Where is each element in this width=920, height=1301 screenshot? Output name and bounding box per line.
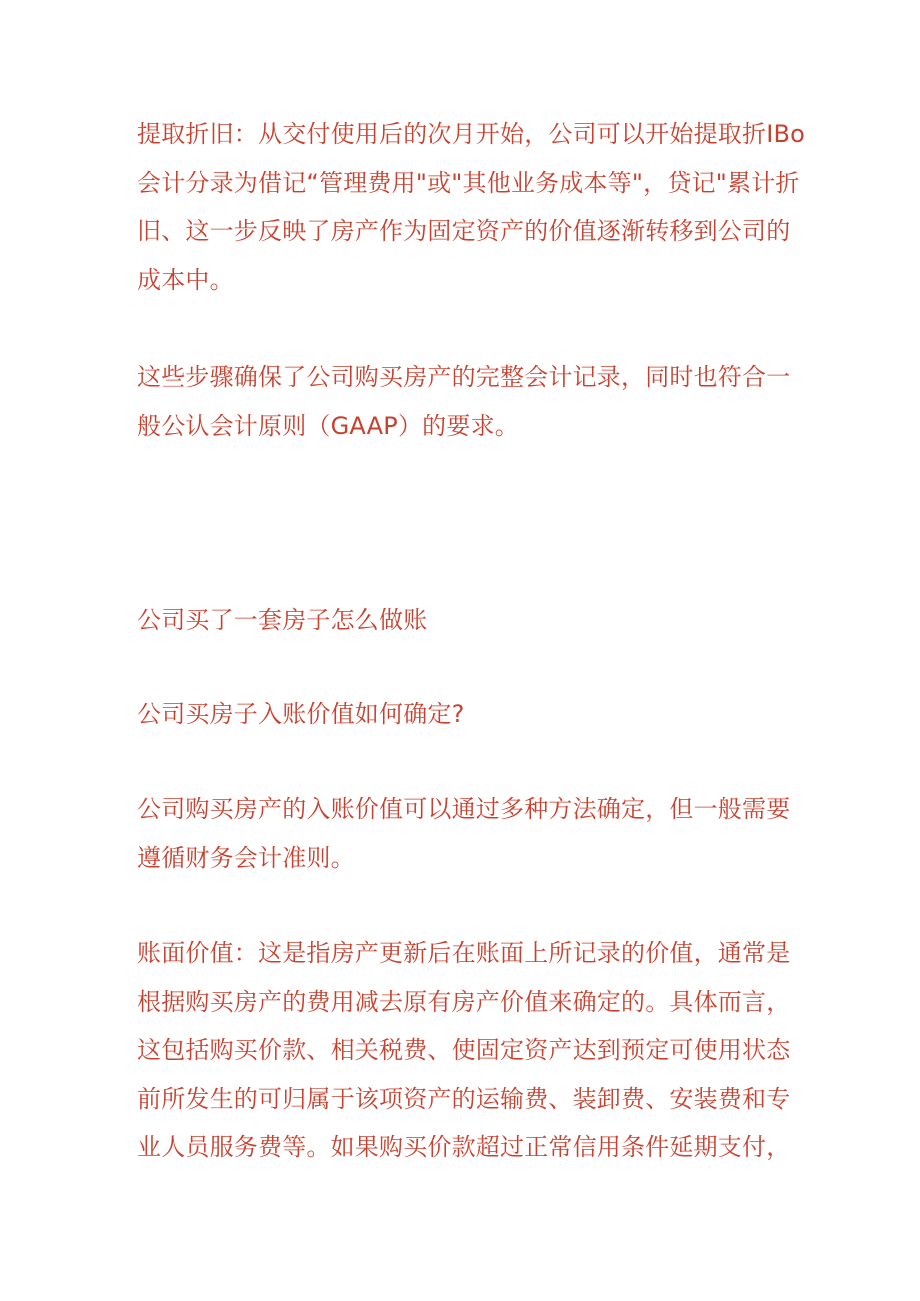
question-title <box>137 690 787 739</box>
text-line: 公司购买房产的入账价值可以通过多种方法确定，但一般需要 <box>137 795 791 823</box>
text-line: 成本中。 <box>137 265 234 294</box>
text-line: 业人员服务费等。如果购买价款超过正常信用条件延期支付， <box>137 1133 791 1161</box>
text-line: 这些步骤确保了公司购买房产的完整会计记录，同时也符合一 <box>137 363 791 391</box>
paragraph-gaap <box>137 353 791 450</box>
text-line: 前所发生的可归属于该项资产的运输费、装卸费、安装费和专 <box>137 1084 791 1113</box>
text-line: 账面价值：这是指房产更新后在账面上所记录的价值，通常是 <box>137 939 791 967</box>
paragraph-book-value <box>137 929 791 1172</box>
text-line: 般公认会计原则（GAAP）的要求。 <box>137 411 519 440</box>
text-line: 旧、这一步反映了房产作为固定资产的价值逐渐转移到公司的 <box>137 217 791 245</box>
text-line: 这包括购买价款、相关税费、使固定资产达到预定可使用状态 <box>137 1036 791 1064</box>
paragraph-depreciation <box>137 110 806 304</box>
paragraph-intro <box>137 785 791 882</box>
section-title-text: 公司买了一套房子怎么做账 <box>137 606 428 634</box>
question-title-text: 公司买房子入账价值如何确定? <box>137 700 465 728</box>
text-line: 根据购买房产的费用减去原有房产价值来确定的。具体而言， <box>137 987 791 1016</box>
text-line: 遵循财务会计准则。 <box>137 843 355 872</box>
text-line: 提取折旧：从交付使用后的次月开始，公司可以开始提取折IBo <box>137 120 806 148</box>
text-line: 会计分录为借记“管理费用"或"其他业务成本等"，贷记"累计折 <box>137 168 800 197</box>
section-title <box>137 596 787 645</box>
